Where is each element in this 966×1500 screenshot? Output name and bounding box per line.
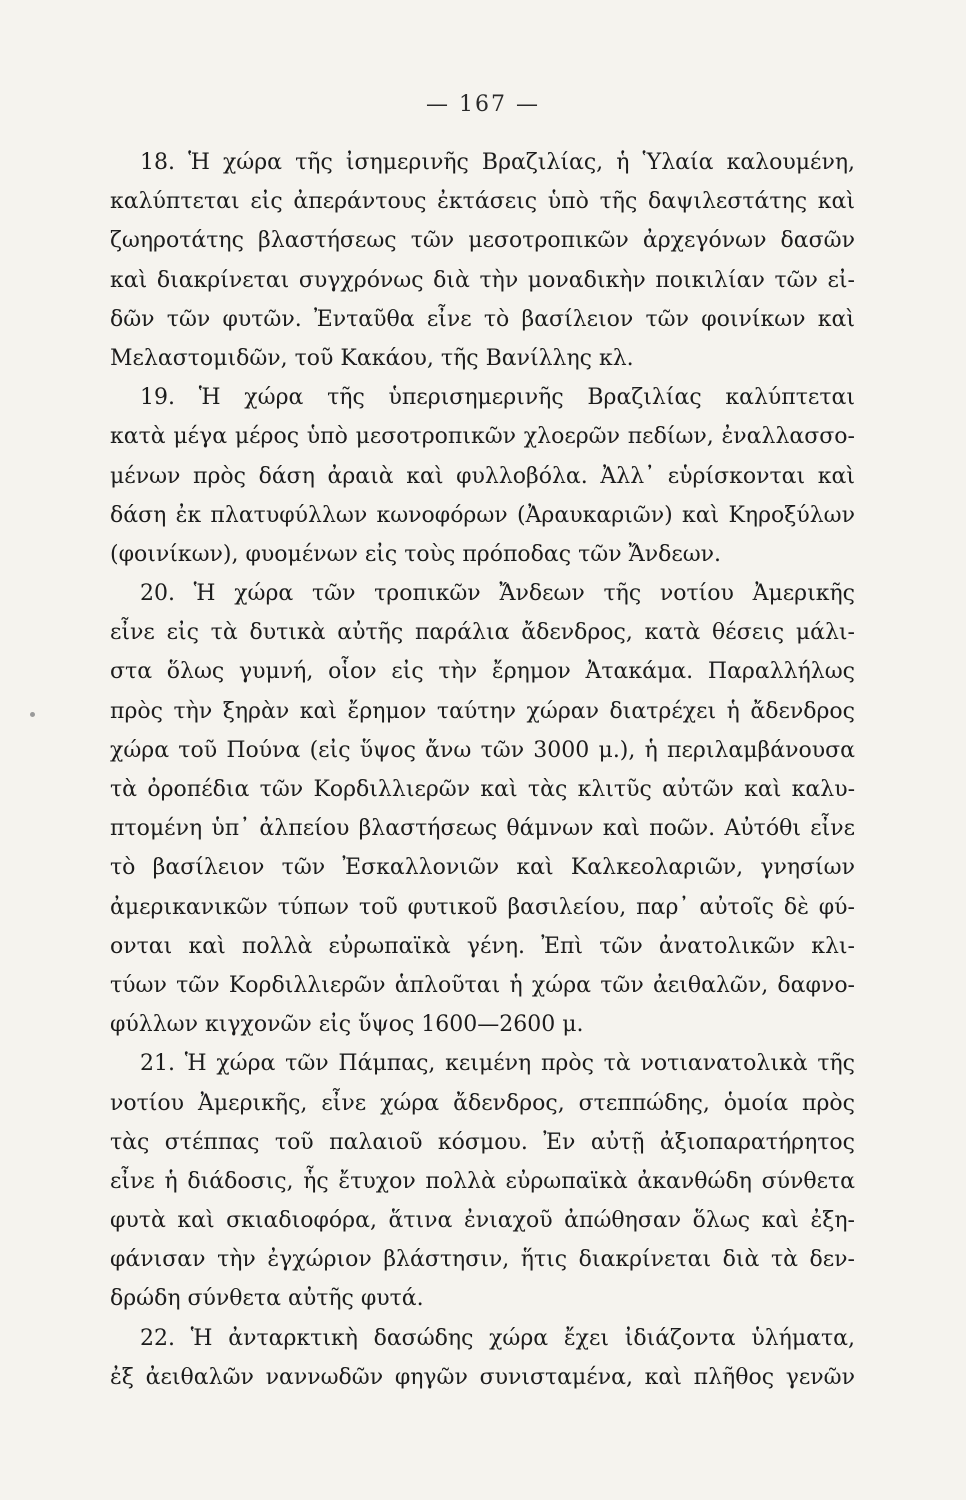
text-line: τὸ βασίλειον τῶν Ἐσκαλλονιῶν καὶ Καλκεολαριῶν, γνησίων <box>110 855 855 881</box>
margin-mark <box>30 712 35 717</box>
page-number: — 167 — <box>426 92 540 117</box>
text-line: φυτὰ καὶ σκιαδιοφόρα, ἅτινα ἐνιαχοῦ ἀπώθησαν ὅλως καὶ ἐξη- <box>110 1208 855 1234</box>
text-line: εἶνε ἡ διάδοσις, ἧς ἔτυχον πολλὰ εὐρωπαϊκὰ ἀκανθώδη σύνθετα <box>110 1168 855 1194</box>
text-line: 19. Ἡ χώρα τῆς ὑπερισημερινῆς Βραζιλίας καλύπτεται <box>140 385 855 411</box>
text-line: ἐξ ἀειθαλῶν ναννωδῶν φηγῶν συνισταμένα, καὶ πλῆθος γενῶν <box>110 1364 855 1390</box>
text-line: κατὰ μέγα μέρος ὑπὸ μεσοτροπικῶν χλοερῶν πεδίων, ἐναλλασσο- <box>110 424 855 450</box>
text-line: 20. Ἡ χώρα τῶν τροπικῶν Ἄνδεων τῆς νοτίου Ἀμερικῆς <box>140 581 855 607</box>
text-line: τὰ ὀροπέδια τῶν Κορδιλλιερῶν καὶ τὰς κλιτῦς αὐτῶν καὶ καλυ- <box>110 777 855 802</box>
text-line: καὶ διακρίνεται συγχρόνως διὰ τὴν μοναδικὴν ποικιλίαν τῶν εἰ- <box>110 267 855 293</box>
text-line: πτομένη ὑπ᾽ ἀλπείου βλαστήσεως θάμνων καὶ ποῶν. Αὐτόθι εἶνε <box>110 816 855 842</box>
text-line: ζωηροτάτης βλαστήσεως τῶν μεσοτροπικῶν ἀρχεγόνων δασῶν <box>110 228 855 254</box>
text-line: δρώδη σύνθετα αὐτῆς φυτά. <box>110 1286 424 1312</box>
text-line: τὰς στέππας τοῦ παλαιοῦ κόσμου. Ἐν αὐτῇ ἀξιοπαρατήρητος <box>110 1129 855 1155</box>
text-line: νοτίου Ἀμερικῆς, εἶνε χώρα ἄδενδρος, στεππώδης, ὁμοία πρὸς <box>110 1090 855 1116</box>
text-line: τύων τῶν Κορδιλλιερῶν ἁπλοῦται ἡ χώρα τῶν ἀειθαλῶν, δαφνο- <box>110 972 855 998</box>
text-line: καλύπτεται εἰς ἀπεράντους ἐκτάσεις ὑπὸ τῆς δαψιλεστάτης καὶ <box>110 189 855 215</box>
text-line: χώρα τοῦ Πούνα (εἰς ὕψος ἄνω τῶν 3000 μ.), ἡ περιλαμβάνουσα <box>110 737 855 763</box>
text-line: εἶνε εἰς τὰ δυτικὰ αὐτῆς παράλια ἄδενδρος, κατὰ θέσεις μάλι- <box>110 620 855 646</box>
text-line: φάνισαν τὴν ἐγχώριον βλάστησιν, ἥτις διακρίνεται διὰ τὰ δεν- <box>110 1247 855 1273</box>
text-line: 18. Ἡ χώρα τῆς ἰσημερινῆς Βραζιλίας, ἡ Ὑλαία καλουμένη, <box>140 150 855 175</box>
text-line: στα ὅλως γυμνή, οἷον εἰς τὴν ἔρημον Ἀτακάμα. Παραλλήλως <box>110 659 855 685</box>
text-line: ονται καὶ πολλὰ εὐρωπαϊκὰ γένη. Ἐπὶ τῶν ἀνατολικῶν κλι- <box>110 933 855 959</box>
text-line: μένων πρὸς δάση ἀραιὰ καὶ φυλλοβόλα. Ἀλλ᾽ εὑρίσκονται καὶ <box>110 463 855 489</box>
text-line: φύλλων κιγχονῶν εἰς ὕψος 1600—2600 μ. <box>110 1012 584 1038</box>
text-line: Μελαστομιδῶν, τοῦ Κακάου, τῆς Βανίλλης κλ. <box>110 345 634 371</box>
text-line: πρὸς τὴν ξηρὰν καὶ ἔρημον ταύτην χώραν διατρέχει ἡ ἄδενδρος <box>110 698 855 724</box>
text-line: 21. Ἡ χώρα τῶν Πάμπας, κειμένη πρὸς τὰ νοτιανατολικὰ τῆς <box>140 1051 855 1077</box>
body-text <box>110 143 855 1397</box>
text-line: δάση ἐκ πλατυφύλλων κωνοφόρων (Ἀραυκαριῶν) καὶ Κηροξύλων <box>110 502 855 528</box>
text-line: δῶν τῶν φυτῶν. Ἐνταῦθα εἶνε τὸ βασίλειον τῶν φοινίκων καὶ <box>110 306 855 332</box>
text-line: (φοινίκων), φυομένων εἰς τοὺς πρόποδας τῶν Ἄνδεων. <box>110 541 722 567</box>
text-line: ἀμερικανικῶν τύπων τοῦ φυτικοῦ βασιλείου, παρ᾽ αὐτοῖς δὲ φύ- <box>110 894 855 920</box>
text-line: 22. Ἡ ἀνταρκτικὴ δασώδης χώρα ἔχει ἰδιάζοντα ὑλήματα, <box>140 1325 855 1351</box>
